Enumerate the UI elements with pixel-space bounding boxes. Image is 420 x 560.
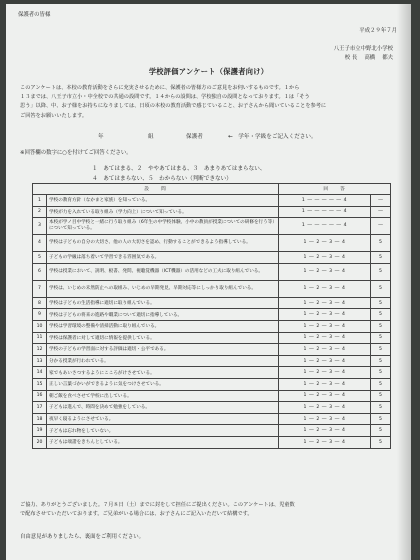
answer-unknown-option[interactable]: ― <box>371 195 391 207</box>
table-row <box>33 252 391 264</box>
answer-scale[interactable]: 1 ― 2 ― 3 ― 4 <box>279 263 371 280</box>
addressee: 保護者の皆様 <box>18 12 51 18</box>
table-row <box>33 263 391 280</box>
question-number: 12 <box>33 344 47 356</box>
closing-paragraph <box>20 501 393 519</box>
answer-unknown-option[interactable]: 5 <box>371 367 391 379</box>
answer-unknown-option[interactable]: 5 <box>371 263 391 280</box>
table-row <box>33 413 391 425</box>
answer-unknown-option[interactable]: 5 <box>371 436 391 448</box>
guardian-label: 保護者 <box>186 134 203 140</box>
table-row <box>33 320 391 332</box>
scale-line: ４ あてはまらない、５ わからない（判断できない） <box>92 176 232 182</box>
question-text: 学校は学習環境の整備や清掃活動に取り組んでいる。 <box>47 320 279 332</box>
question-text: 家でもあいさつするようにこころがけさせている。 <box>47 367 279 379</box>
answer-scale[interactable]: 1 ― ― ― ― ― 4 <box>279 206 371 218</box>
question-number: 9 <box>33 309 47 321</box>
question-number: 19 <box>33 425 47 437</box>
answer-unknown-option[interactable]: ― <box>371 206 391 218</box>
answer-unknown-option[interactable]: 5 <box>371 332 391 344</box>
answer-unknown-option[interactable]: 5 <box>371 280 391 297</box>
intro-paragraph <box>20 84 393 121</box>
answer-scale[interactable]: 1 ― ― ― ― ― 4 <box>279 195 371 207</box>
intro-line: 思う」以降、中、お子様をお持ちになりましては、日頃の本校の教育活動で感じていること、お子さんから聞いていることを参考に <box>20 103 327 110</box>
question-text: 学校の教育方針（なかまと家族）を知っている。 <box>47 195 279 207</box>
answer-scale[interactable]: 1 ― 2 ― 3 ― 4 <box>279 413 371 425</box>
question-number: 13 <box>33 355 47 367</box>
question-number: 4 <box>33 235 47 252</box>
question-text: 夜早く寝るようにさせている。 <box>47 413 279 425</box>
question-text: 本校が学ノ目中学校と一緒に行う取り組み（6年生の中学校体験、小中の教員が授業についての研修を行う等）について知っている。 <box>47 218 279 235</box>
answer-scale[interactable]: 1 ― 2 ― 3 ― 4 <box>279 355 371 367</box>
intro-line: １３までは、八王子市立小・中全校での共通の設問です。１４からの設問は、学校独自の設問となっております。１は「そう <box>20 94 310 101</box>
rating-scale-legend <box>66 164 265 184</box>
table-row <box>33 436 391 448</box>
question-text: 学校は授業において、説明、板書、発問、視聴覚機器（ICT機器）の活用などの工夫に取り組んでいる。 <box>47 263 279 280</box>
answer-scale[interactable]: 1 ― 2 ― 3 ― 4 <box>279 235 371 252</box>
document-title: 学校評価アンケート（保護者向け） <box>148 67 269 76</box>
answer-unknown-option[interactable]: 5 <box>371 252 391 264</box>
question-header: 設 問 <box>33 184 279 195</box>
question-number: 17 <box>33 402 47 414</box>
question-text: 学校は子どもの将来の進路や職業について適切に指導している。 <box>47 309 279 321</box>
answer-unknown-option[interactable]: 5 <box>371 378 391 390</box>
table-row <box>33 390 391 402</box>
fill-instruction: ← 学年・学級をご記入ください。 <box>228 134 317 140</box>
answer-scale[interactable]: 1 ― 2 ― 3 ― 4 <box>279 252 371 264</box>
free-comment-note: 自由意見がありましたら、裏面をご利用ください。 <box>20 534 144 540</box>
paper-edge-shadow <box>397 4 411 560</box>
question-number: 3 <box>33 218 47 235</box>
answer-header: 回 答 <box>279 184 391 195</box>
survey-table <box>32 183 391 449</box>
question-text: 学校は、いじめの未然防止への取組み、いじめの早期発見、早期対応等にしっかり取り組んでいる。 <box>47 280 279 297</box>
table-row <box>33 367 391 379</box>
question-text: 学校は子どもの自分の大切さ、他の人の大切さを認め、行動することができるよう指導している。 <box>47 235 279 252</box>
question-number: 8 <box>33 297 47 309</box>
principal-name: 校 長 高橋 都夫 <box>344 55 393 61</box>
answer-scale[interactable]: 1 ― 2 ― 3 ― 4 <box>279 378 371 390</box>
question-number: 5 <box>33 252 47 264</box>
table-row <box>33 218 391 235</box>
question-number: 18 <box>33 413 47 425</box>
table-row <box>33 378 391 390</box>
closing-line: で配布させていただいております。ご兄弟がいる場合には、お子さんにご記入いただいて結構です。 <box>20 511 253 517</box>
question-number: 1 <box>33 195 47 207</box>
class-label: 組 <box>148 134 154 140</box>
table-header-row <box>33 184 391 195</box>
question-text: 学校は保護者に対して適切に情報を提供している。 <box>47 332 279 344</box>
table-row <box>33 206 391 218</box>
issue-date: 平成２９年７月 <box>359 28 397 34</box>
table-row <box>33 402 391 414</box>
answer-scale[interactable]: 1 ― 2 ― 3 ― 4 <box>279 436 371 448</box>
table-row <box>33 280 391 297</box>
answer-scale[interactable]: 1 ― 2 ― 3 ― 4 <box>279 297 371 309</box>
survey-sheet <box>6 4 411 560</box>
answer-unknown-option[interactable]: 5 <box>371 297 391 309</box>
question-text: 朝ご飯を食べさせて学校に出している。 <box>47 390 279 402</box>
question-text: 子どもは忘れ物をしていない。 <box>47 425 279 437</box>
table-row <box>33 309 391 321</box>
answer-scale[interactable]: 1 ― 2 ― 3 ― 4 <box>279 390 371 402</box>
answer-guide: ※回答欄の数字に○を付けてご回答ください。 <box>20 150 132 156</box>
table-row <box>33 355 391 367</box>
answer-unknown-option[interactable]: 5 <box>371 402 391 414</box>
answer-scale[interactable]: 1 ― 2 ― 3 ― 4 <box>279 367 371 379</box>
question-number: 14 <box>33 367 47 379</box>
table-row <box>33 195 391 207</box>
intro-line: ご回答をお願いいたします。 <box>20 112 88 119</box>
question-number: 20 <box>33 436 47 448</box>
answer-unknown-option[interactable]: ― <box>371 218 391 235</box>
question-number: 6 <box>33 263 47 280</box>
question-number: 15 <box>33 378 47 390</box>
school-name: 八王子市立中野北小学校 <box>333 46 393 52</box>
year-label: 年 <box>98 134 104 140</box>
answer-unknown-option[interactable]: 5 <box>371 413 391 425</box>
question-text: 学校が力を入れている取り組み（学力向上）について知っている。 <box>47 206 279 218</box>
closing-line: ご協力、ありがとうございました。７月８日（土）までに封をして担任にご提出ください。このアンケートは、児童数 <box>20 502 295 508</box>
question-text: 学校の子どもの学習面に対する評価は適切・公平である。 <box>47 344 279 356</box>
table-row <box>33 425 391 437</box>
question-number: 11 <box>33 332 47 344</box>
question-text: 子どもは進んで、時間を決めて勉強をしている。 <box>47 402 279 414</box>
answer-scale[interactable]: 1 ― 2 ― 3 ― 4 <box>279 344 371 356</box>
question-text: 子どもの学級は落ち着いて学習できる雰囲気である。 <box>47 252 279 264</box>
table-row <box>33 344 391 356</box>
answer-unknown-option[interactable]: 5 <box>371 309 391 321</box>
answer-unknown-option[interactable]: 5 <box>371 425 391 437</box>
answer-scale[interactable]: 1 ― 2 ― 3 ― 4 <box>279 402 371 414</box>
intro-line: このアンケートは、本校の教育活動をさらに充実させるために、保護者の皆様方のご意見をお伺いするものです。１から <box>20 85 300 91</box>
question-text: 子どもは端諧をきちんとしている。 <box>47 436 279 448</box>
scale-line: １ あてはまる、２ ややあてはまる、３ あまりあてはまらない、 <box>92 166 266 172</box>
question-text: 正しい言葉づかいができるように気をつけさせている。 <box>47 378 279 390</box>
answer-scale[interactable]: 1 ― 2 ― 3 ― 4 <box>279 332 371 344</box>
question-text: 分かる授業が行われている。 <box>47 355 279 367</box>
answer-scale[interactable]: 1 ― 2 ― 3 ― 4 <box>279 280 371 297</box>
question-number: 7 <box>33 280 47 297</box>
answer-unknown-option[interactable]: 5 <box>371 355 391 367</box>
answer-unknown-option[interactable]: 5 <box>371 235 391 252</box>
answer-unknown-option[interactable]: 5 <box>371 390 391 402</box>
table-row <box>33 332 391 344</box>
answer-unknown-option[interactable]: 5 <box>371 320 391 332</box>
question-number: 10 <box>33 320 47 332</box>
question-number: 16 <box>33 390 47 402</box>
answer-scale[interactable]: 1 ― 2 ― 3 ― 4 <box>279 425 371 437</box>
question-number: 2 <box>33 206 47 218</box>
answer-scale[interactable]: 1 ― 2 ― 3 ― 4 <box>279 309 371 321</box>
table-row <box>33 235 391 252</box>
answer-scale[interactable]: 1 ― 2 ― 3 ― 4 <box>279 320 371 332</box>
answer-unknown-option[interactable]: 5 <box>371 344 391 356</box>
answer-scale[interactable]: 1 ― ― ― ― ― 4 <box>279 218 371 235</box>
table-row <box>33 297 391 309</box>
question-text: 学校は子どもの生活指導に適切に取り組んでいる。 <box>47 297 279 309</box>
